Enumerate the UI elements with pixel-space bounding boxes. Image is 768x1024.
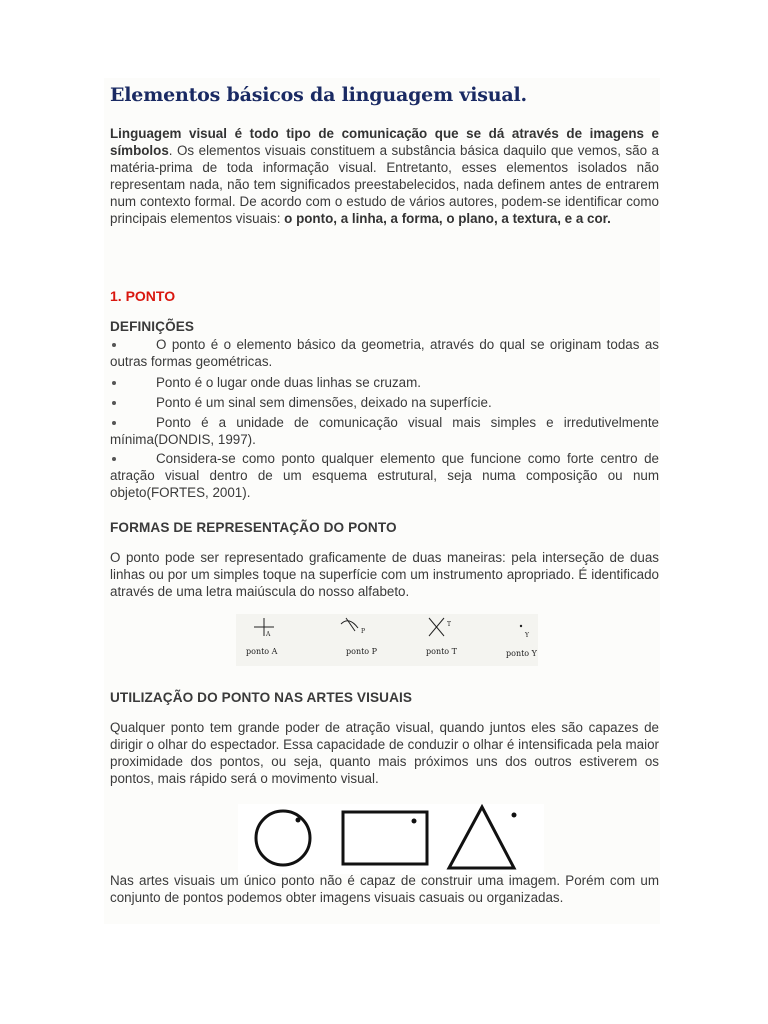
- ponto-p-figure: [341, 618, 378, 656]
- intro-text: . Os elementos visuais constituem a substância básica daquilo que vemos, são a matéria-prima de toda informação visual. Entretanto, esses elementos isolados não representam nada, não tem significados preestabelecidos, nada definem antes de entrarem num contexto formal. De acordo com o estudo de vários autores, podem-se identificar como principais elementos visuais:: [110, 143, 659, 226]
- bullet-icon: [112, 401, 116, 405]
- rectangle-point: [412, 819, 417, 824]
- bullet-icon: [112, 421, 116, 425]
- section-title-ponto: 1. PONTO: [110, 288, 176, 304]
- svg-text:T: T: [447, 621, 452, 628]
- svg-text:Y: Y: [525, 632, 529, 639]
- triangle-shape: [449, 807, 514, 868]
- svg-text:ponto Y: ponto Y: [506, 649, 537, 658]
- intro-bold-start: Linguagem visual é todo tipo de comunicação que se dá através de imagens e símbolos: [110, 126, 659, 158]
- circle-point: [296, 818, 301, 823]
- svg-text:ponto A: ponto A: [246, 647, 278, 656]
- document-page: [104, 78, 660, 924]
- intro-paragraph: [110, 125, 659, 227]
- list-item: Ponto é um sinal sem dimensões, deixado na superfície.: [110, 394, 659, 411]
- ponto-representations-figure: [236, 614, 538, 666]
- list-item: Ponto é a unidade de comunicação visual mais simples e irredutivelmente mínima(DONDIS, 1997).: [110, 415, 659, 447]
- ponto-a-figure: [246, 618, 278, 656]
- bullet-icon: [112, 457, 116, 461]
- intro-bold-end: o ponto, a linha, a forma, o plano, a textura, e a cor.: [284, 211, 611, 226]
- svg-text:P: P: [361, 628, 366, 635]
- list-item: O ponto é o elemento básico da geometria, através do qual se originam todas as outras formas geométricas.: [110, 337, 659, 369]
- svg-text:ponto P: ponto P: [346, 647, 378, 656]
- triangle-point: [512, 813, 517, 818]
- bullet-icon: [112, 343, 116, 347]
- page-title: Elementos básicos da linguagem visual.: [110, 84, 527, 106]
- list-item: Considera-se como ponto qualquer elemento que funcione como forte centro de atração visual dentro de um esquema estrutural, seja numa composição ou num objeto(FORTES, 2001).: [110, 451, 659, 500]
- svg-text:A: A: [266, 631, 271, 638]
- ponto-y-figure: [506, 625, 538, 658]
- representation-heading: FORMAS DE REPRESENTAÇÃO DO PONTO: [110, 520, 397, 535]
- usage-heading: UTILIZAÇÃO DO PONTO NAS ARTES VISUAIS: [110, 690, 413, 705]
- bullet-icon: [112, 381, 116, 385]
- ponto-t-figure: [426, 618, 458, 656]
- svg-text:ponto T: ponto T: [426, 647, 457, 656]
- closing-paragraph: Nas artes visuais um único ponto não é capaz de construir uma imagem. Porém com um conjunto de pontos podemos obter imagens visuais casuais ou organizadas.: [110, 873, 659, 905]
- list-item: Ponto é o lugar onde duas linhas se cruzam.: [110, 374, 659, 391]
- shapes-figure: [238, 804, 544, 874]
- circle-shape: [256, 811, 310, 865]
- definitions-heading: DEFINIÇÕES: [110, 319, 195, 334]
- usage-paragraph: Qualquer ponto tem grande poder de atração visual, quando juntos eles são capazes de dirigir o olhar do espectador. Essa capacidade de conduzir o olhar é intensificada pela maior proximidade dos pontos, ou seja, quanto mais próximos uns dos outros estiverem os pontos, mais rápido será o movimento visual.: [110, 720, 659, 786]
- representation-paragraph: O ponto pode ser representado graficamente de duas maneiras: pela interseção de duas linhas ou por um simples toque na superfície com um instrumento apropriado. É identificado através de uma letra maiúscula do nosso alfabeto.: [110, 550, 659, 599]
